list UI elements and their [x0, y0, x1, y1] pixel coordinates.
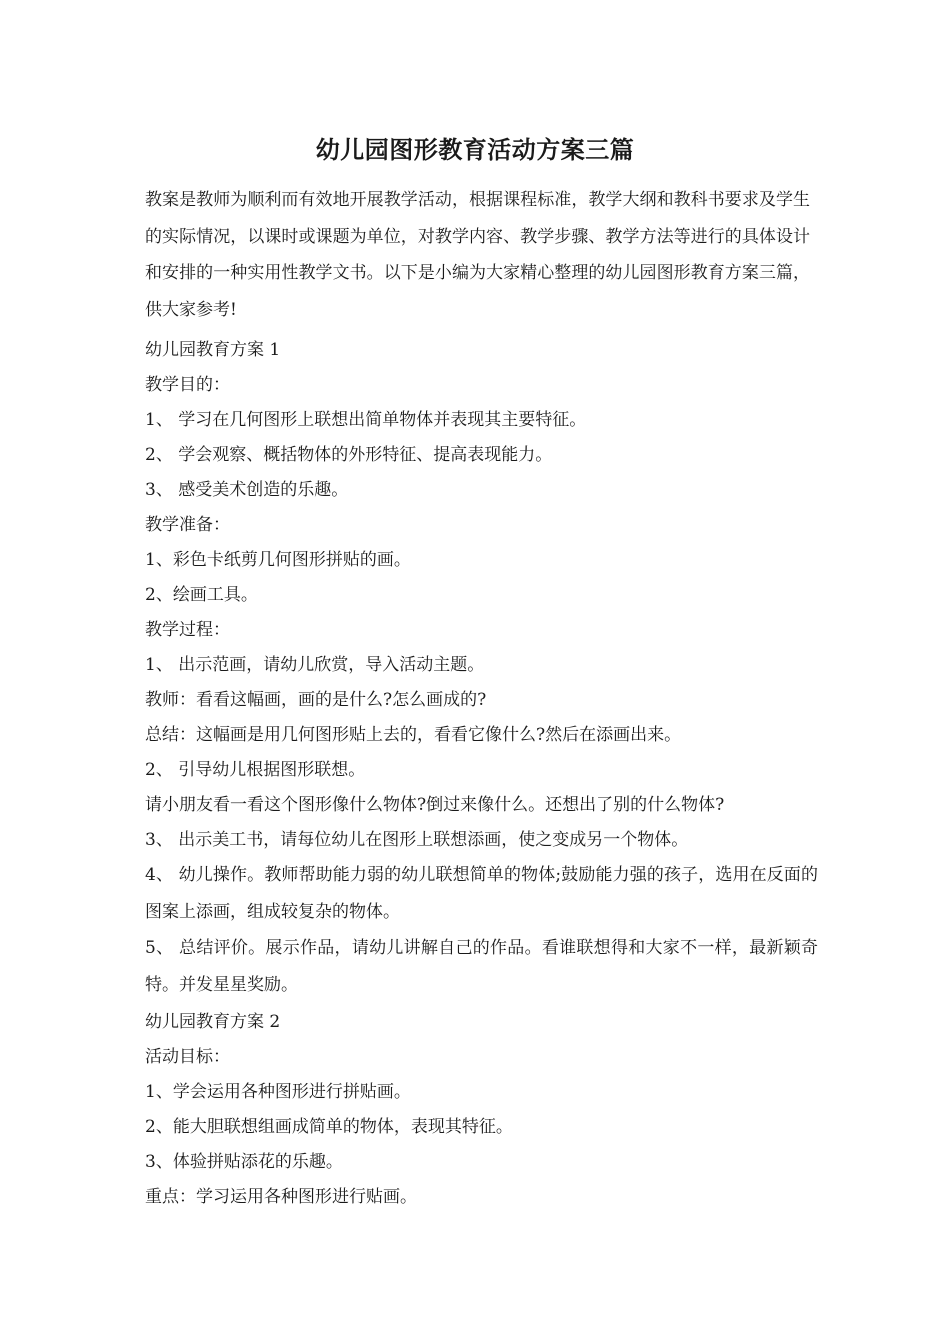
document-title: 幼儿园图形教育活动方案三篇 — [315, 135, 635, 164]
paragraph: 重点：学习运用各种图形进行贴画。 — [145, 1187, 417, 1207]
list-item: 1、学会运用各种图形进行拼贴画。 — [145, 1082, 411, 1102]
list-item: 2、 学会观察、概括物体的外形特征、提高表现能力。 — [145, 445, 553, 465]
list-item: 1、 学习在几何图形上联想出简单物体并表现其主要特征。 — [145, 410, 587, 430]
list-item: 3、体验拼贴添花的乐趣。 — [145, 1152, 343, 1172]
list-item: 2、 引导幼儿根据图形联想。 — [145, 760, 366, 780]
list-item: 1、彩色卡纸剪几何图形拼贴的画。 — [145, 550, 411, 570]
list-item: 5、 总结评价。展示作品，请幼儿讲解自己的作品。看谁联想得和大家不一样，最新颖奇特。并发星星奖励。 — [145, 938, 818, 995]
subheading-teaching-preparation: 教学准备： — [145, 515, 230, 535]
paragraph: 总结：这幅画是用几何图形贴上去的，看看它像什么?然后在添画出来。 — [145, 725, 682, 745]
subheading-teaching-process: 教学过程： — [145, 620, 230, 640]
subheading-activity-goals: 活动目标： — [145, 1047, 230, 1067]
list-item: 3、 出示美工书，请每位幼儿在图形上联想添画，使之变成另一个物体。 — [145, 830, 689, 850]
section-heading-plan-2: 幼儿园教育方案 2 — [145, 1012, 281, 1032]
list-item: 2、绘画工具。 — [145, 585, 258, 605]
subheading-teaching-goals: 教学目的： — [145, 375, 230, 395]
paragraph: 教师：看看这幅画，画的是什么?怎么画成的? — [145, 690, 487, 710]
list-item: 2、能大胆联想组画成简单的物体，表现其特征。 — [145, 1117, 513, 1137]
section-heading-plan-1: 幼儿园教育方案 1 — [145, 340, 281, 360]
list-item: 1、 出示范画，请幼儿欣赏，导入活动主题。 — [145, 655, 485, 675]
list-item: 3、 感受美术创造的乐趣。 — [145, 480, 349, 500]
paragraph: 请小朋友看一看这个图形像什么物体?倒过来像什么。还想出了别的什么物体? — [145, 795, 725, 815]
intro-paragraph: 教案是教师为顺利而有效地开展教学活动，根据课程标准，教学大纲和教科书要求及学生的实际情况，以课时或课题为单位，对教学内容、教学步骤、教学方法等进行的具体设计和安排的一种实用性教学文书。以下是小编为大家精心整理的幼儿园图形教育方案三篇，供大家参考! — [145, 190, 810, 320]
list-item: 4、 幼儿操作。教师帮助能力弱的幼儿联想简单的物体;鼓励能力强的孩子，选用在反面的图案上添画，组成较复杂的物体。 — [145, 865, 818, 922]
